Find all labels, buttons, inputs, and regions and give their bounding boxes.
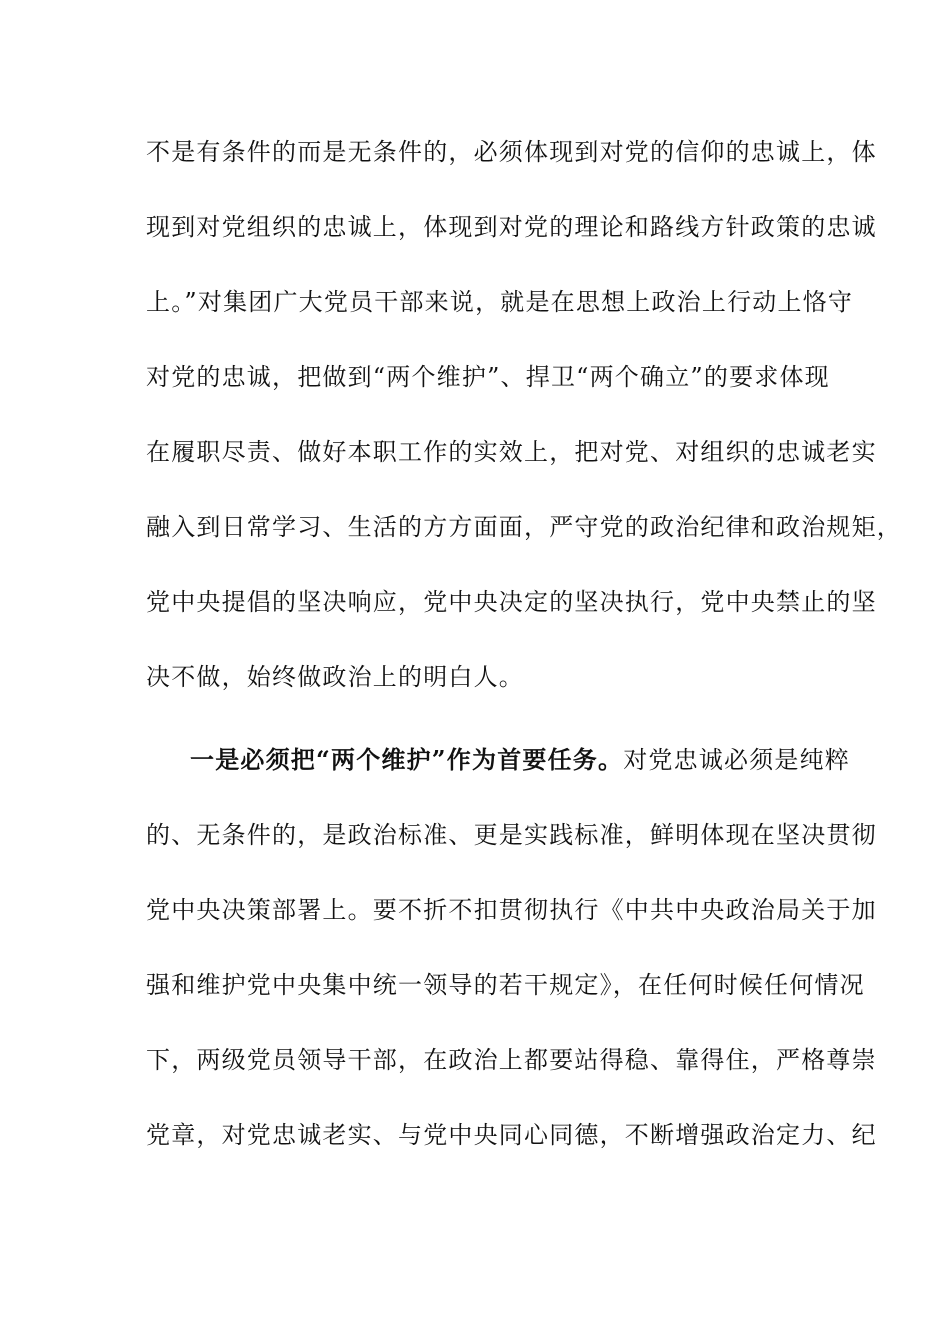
paragraph-1-line-7: 党中央提倡的坚决响应，党中央决定的坚决执行，党中央禁止的坚 (146, 588, 877, 616)
paragraph-2-line-6: 党章，对党忠诚老实、与党中央同心同德，不断增强政治定力、纪 (146, 1121, 877, 1149)
paragraph-1-line-3: 上。”对集团广大党员干部来说，就是在思想上政治上行动上恪守 (146, 288, 854, 316)
paragraph-1-line-2: 现到对党组织的忠诚上，体现到对党的理论和路线方针政策的忠诚 (146, 213, 877, 241)
paragraph-2-line-2: 的、无条件的，是政治标准、更是实践标准，鲜明体现在坚决贯彻 (146, 821, 877, 849)
paragraph-1-line-5: 在履职尽责、做好本职工作的实效上，把对党、对组织的忠诚老实 (146, 438, 877, 466)
paragraph-2-line-4: 强和维护党中央集中统一领导的若干规定》，在任何时候任何情况 (146, 971, 865, 999)
paragraph-1-line-8: 决不做，始终做政治上的明白人。 (146, 663, 524, 691)
paragraph-1-line-1: 不是有条件的而是无条件的，必须体现到对党的信仰的忠诚上，体 (146, 138, 877, 166)
paragraph-1-line-6: 融入到日常学习、生活的方方面面，严守党的政治纪律和政治规矩， (146, 513, 902, 541)
paragraph-2-line-3: 党中央决策部署上。要不折不扣贯彻执行《中共中央政治局关于加 (146, 896, 877, 924)
paragraph-2-first-line-text: 对党忠诚必须是纯粹 (623, 746, 851, 774)
paragraph-2-line-5: 下，两级党员领导干部，在政治上都要站得稳、靠得住，严格尊崇 (146, 1046, 877, 1074)
paragraph-1-line-4: 对党的忠诚，把做到“两个维护”、捍卫“两个确立”的要求体现 (146, 363, 830, 391)
section-heading: 一是必须把“两个维护”作为首要任务。 (190, 745, 624, 774)
paragraph-2-first-line (190, 745, 850, 775)
